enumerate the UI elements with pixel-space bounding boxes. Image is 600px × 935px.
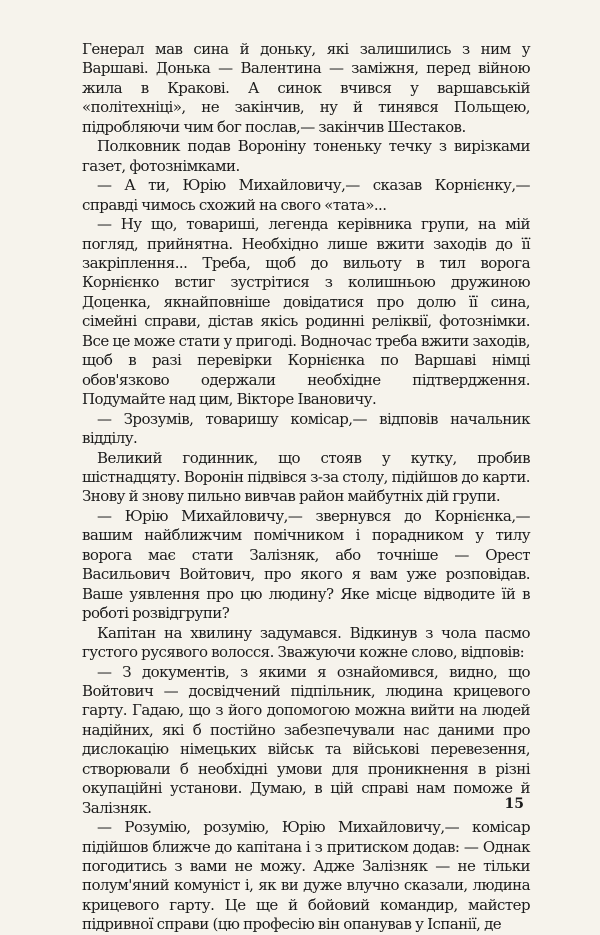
page-text	[82, 40, 530, 935]
paragraph-1: Генерал мав сина й доньку, які залишились з ним у Варшаві. Донька — Валентина — заміжня, перед війною жила в Кракові. А синок вчився у варшавській «політехніці», не закінчив, ну й тинявся Польщею, підробляючи чим бог послав,— закінчив Шестаков.	[82, 40, 530, 136]
paragraph-8: Капітан на хвилину задумався. Відкинув з чола пасмо густого русявого волосся. Зважуючи кожне слово, відповів:	[82, 623, 530, 662]
paragraph-5: — Зрозумів, товаришу комісар,— відповів начальник відділу.	[82, 409, 530, 448]
page-number: 15	[504, 796, 524, 812]
paragraph-2: Полковник подав Вороніну тоненьку течку з вирізками газет, фотознімками.	[82, 137, 530, 175]
paragraph-4: — Ну що, товариші, легенда керівника групи, на мій погляд, прийнятна. Необхідно лише вжити заходів до її закріплення... Треба, щоб до вильоту в тил ворога Корнієнко встиг зустрітися з колишньою дружиною Доценка, якнайповніше довідатися про долю її сина, сімейні справи, дістав якісь родинні реліквії, фотознімки. Все це може стати у пригоді. Водночас треба вжити заходів, щоб в разі перевірки Корнієнка по Варшаві німці обов'язково одержали необхідне підтвердження. Подумайте над цим, Вікторе Івановичу.	[82, 215, 530, 409]
paragraph-10: — Розумію, розумію, Юрію Михайловичу,— комісар підійшов ближче до капітана і з притиском додав: — Однак погодитись з вами не можу. Адже Залізняк — не тільки полум'яний комуніст і, як ви дуже влучно сказали, людина крицевого гарту. Це ще й бойовий командир, майстер підривної справи (цю професію він опанував у Іспанії, де	[82, 818, 530, 934]
paragraph-3: — А ти, Юрію Михайловичу,— сказав Корнієнку,— справді чимось схожий на свого «тата»...	[82, 176, 530, 214]
paragraph-7: — Юрію Михайловичу,— звернувся до Корнієнка,— вашим найближчим помічником і порадником у тилу ворога має стати Залізняк, або точніше — Орест Васильович Войтович, про якого я вам уже розповідав. Ваше уявлення про цю людину? Яке місце відводите їй в роботі розвідгрупи?	[82, 506, 530, 623]
paragraph-6: Великий годинник, що стояв у кутку, пробив шістнадцяту. Воронін підвівся з-за столу, підійшов до карти. Знову й знову пильно вивчав район майбутніх дій групи.	[82, 448, 530, 506]
paragraph-9: — З документів, з якими я ознайомився, видно, що Войтович — досвідчений підпільник, людина крицевого гарту. Гадаю, що з його допомогою можна вийти на людей надійних, які б постійно забезпечували нас даними про дислокацію німецьких військ та військові перевезення, створювали б необхідні умови для проникнення в різні окупаційні установи. Думаю, в цій справі нам поможе й Залізняк.	[82, 662, 530, 817]
